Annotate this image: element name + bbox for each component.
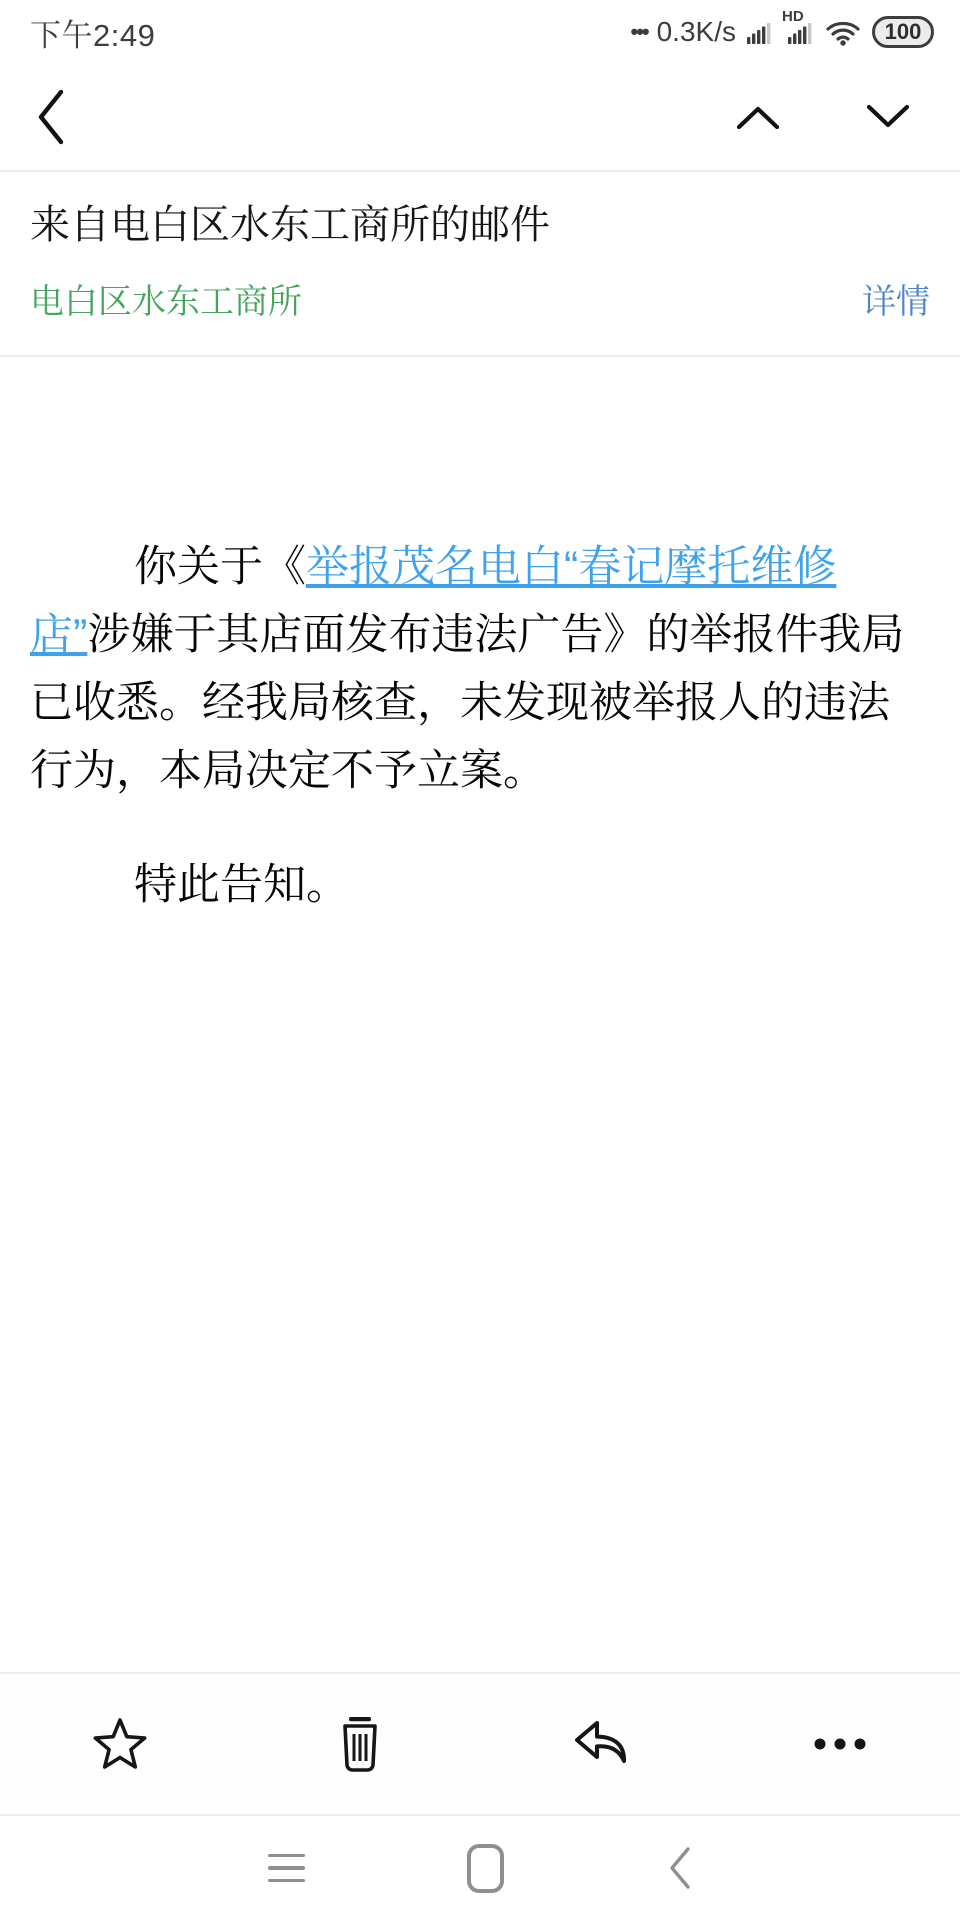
hd-badge: HD: [782, 7, 804, 25]
home-icon: [467, 1844, 504, 1893]
paragraph-text: 涉嫌于其店面发布违法广告》的举报件我局已收悉。经我局核查，未发现被举报人的违法行为，本局决定不予立案。: [30, 611, 905, 795]
mail-subject: 来自电白区水东工商所的邮件: [30, 203, 550, 247]
clock: 下午2:49: [30, 17, 156, 53]
header-bar: [0, 64, 960, 172]
star-icon: [92, 1717, 148, 1771]
back-button[interactable]: [34, 87, 66, 147]
star-button[interactable]: [0, 1674, 240, 1814]
mail-header-section: [0, 172, 960, 357]
report-title-link[interactable]: 举报茂名电白“春记摩托维修店”: [30, 543, 837, 659]
more-button[interactable]: [720, 1674, 960, 1814]
system-back-button[interactable]: [666, 1845, 692, 1891]
ellipsis-icon: [812, 1736, 868, 1752]
wifi-icon: [825, 19, 861, 46]
signal-bars-icon: [747, 21, 773, 44]
signal-bars-hd-icon: [782, 7, 814, 44]
delete-button[interactable]: [240, 1674, 480, 1814]
details-button[interactable]: 详情: [862, 274, 930, 323]
sender-row: [30, 274, 930, 323]
reply-arrow-icon: [571, 1718, 629, 1770]
system-nav-bar: [0, 1816, 960, 1920]
chevron-up-icon: [734, 103, 782, 131]
trash-icon: [336, 1715, 384, 1773]
body-paragraph-2: 特此告知。: [134, 861, 349, 909]
status-bar: [0, 0, 960, 64]
chevron-left-icon: [34, 87, 66, 147]
previous-mail-button[interactable]: [734, 103, 782, 131]
notification-dots: •••: [630, 19, 648, 44]
body-paragraph-1: [30, 533, 930, 805]
recents-button[interactable]: [268, 1854, 305, 1883]
network-speed: 0.3K/s: [656, 16, 736, 47]
chevron-down-icon: [864, 103, 912, 131]
battery-icon: [872, 16, 934, 48]
paragraph-text: 你关于《: [134, 543, 306, 591]
mail-body: [0, 357, 960, 1672]
sender-name: 电白区水东工商所: [30, 283, 302, 321]
battery-percentage: 100: [884, 19, 922, 44]
reply-button[interactable]: [480, 1674, 720, 1814]
next-mail-button[interactable]: [864, 103, 912, 131]
back-chevron-icon: [666, 1845, 692, 1891]
mail-action-toolbar: [0, 1672, 960, 1816]
mail-pager-controls: [734, 103, 912, 131]
status-indicators: [630, 7, 935, 48]
menu-icon: [268, 1854, 305, 1883]
home-button[interactable]: [467, 1844, 504, 1893]
